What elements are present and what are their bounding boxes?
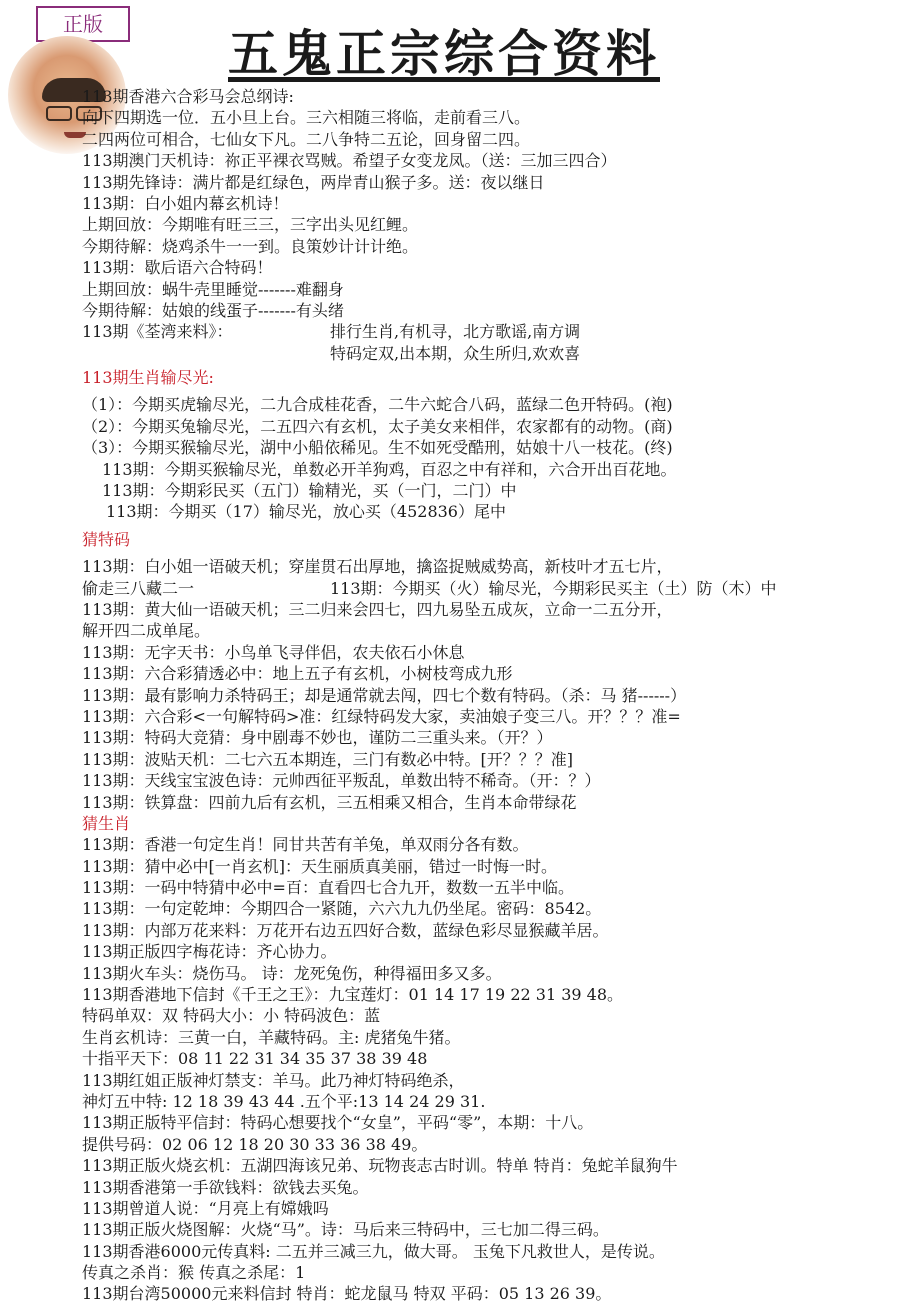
text-line: 113期：一句定乾坤：今期四合一紧随，六六九九仍坐尾。密码：8542。 bbox=[82, 899, 602, 919]
text-line: 113期：一码中特猜中必中=百：直看四七合九开，数数一五半中临。 bbox=[82, 878, 574, 898]
section-heading-guess-tema: 猜特码 bbox=[82, 529, 131, 549]
text-line: 113期：香港一句定生肖！同甘共苦有羊兔，单双雨分各有数。 bbox=[82, 835, 529, 855]
text-line: 排行生肖,有机寻，北方歌谣,南方调 bbox=[330, 322, 581, 342]
text-line: 113期先锋诗：满片都是红绿色，两岸青山猴子多。送：夜以继日 bbox=[82, 172, 545, 192]
text-line: 113期：最有影响力杀特码王；却是通常就去闯，四七个数有特码。（杀：马 猪------） bbox=[82, 685, 687, 705]
text-line: 113期红姐正版神灯禁支：羊马。此乃神灯特码绝杀， bbox=[82, 1070, 465, 1090]
text-line: 113期曾道人说：“月亮上有嫦娥吗 bbox=[82, 1198, 329, 1218]
liuwan-label: 113期《荃湾来料》： bbox=[82, 322, 233, 342]
text-line: 113期：天线宝宝波色诗：元帅西征平叛乱，单数出特不稀奇。（开：？） bbox=[82, 771, 601, 791]
text-line: （2）：今期买兔输尽光，二五四六有玄机，太子美女来相伴，农家都有的动物。(商) bbox=[82, 416, 673, 436]
text-line: 113期正版四字梅花诗：齐心协力。 bbox=[82, 942, 337, 962]
text-line: 113期：歇后语六合特码！ bbox=[82, 258, 273, 278]
text-line: 113期：内部万花来料：万花开右边五四好合数，蓝绿色彩尽显猴藏羊居。 bbox=[82, 920, 609, 940]
split-line bbox=[82, 578, 897, 599]
text-line: 113期香港第一手欲钱料：欲钱去买兔。 bbox=[82, 1177, 369, 1197]
text-line: 十指平天下：08 11 22 31 34 35 37 38 39 48 bbox=[82, 1049, 428, 1069]
text-line: 传真之杀肖：猴 传真之杀尾：1 bbox=[82, 1263, 306, 1283]
text-line: 113期：今期买（火）输尽光，今期彩民买主（土）防（木）中 bbox=[330, 578, 777, 598]
text-line: 113期香港地下信封《千王之王》：九宝莲灯：01 14 17 19 22 31 39 48。 bbox=[82, 985, 624, 1005]
page-title: 五鬼正宗综合资料 bbox=[228, 24, 660, 83]
text-line: 113期正版火烧图解：火烧“马”。诗：马后来三特码中，三七加二得三码。 bbox=[82, 1220, 609, 1240]
section-heading-shengxiao-lose: 113期生肖输尽光: bbox=[82, 368, 214, 388]
text-line: （1）：今期买虎输尽光，二九合成桂花香，二牛六蛇合八码，蓝绿二色开特码。(袍) bbox=[82, 395, 673, 415]
text-line: 提供号码：02 06 12 18 20 30 33 36 38 49。 bbox=[82, 1134, 428, 1154]
section-heading-guess-shengxiao: 猜生肖 bbox=[82, 813, 131, 833]
text-line: 今期待解：烧鸡杀牛一一到。良策妙计计计绝。 bbox=[82, 236, 419, 256]
text-line: 二四两位可相合，七仙女下凡。二八争特二五论，回身留二四。 bbox=[82, 129, 531, 149]
text-line: 113期正版火烧玄机：五湖四海该兄弟、玩物丧志古时训。特单 特肖：兔蛇羊鼠狗牛 bbox=[82, 1156, 678, 1176]
text-line: 特码单双：双 特码大小：小 特码波色：蓝 bbox=[82, 1006, 381, 1026]
text-line: 特码定双,出本期，众生所归,欢欢喜 bbox=[330, 343, 581, 363]
text-line: 113期：六合彩猜透必中：地上五子有玄机，小树枝弯成九形 bbox=[82, 664, 513, 684]
text-line: 上期回放：今期唯有旺三三，三字出头见红鲤。 bbox=[82, 215, 419, 235]
text-line: 解开四二成单尾。 bbox=[82, 621, 211, 641]
text-line: 113期：黄大仙一语破天机；三二归来会四七，四九易坠五成灰，立命一二五分开， bbox=[82, 599, 673, 619]
text-line: 113期：波贴天机：二七六五本期连，三门有数必中特。[开？？？准] bbox=[82, 749, 574, 769]
text-line: 生肖玄机诗：三黄一白，羊藏特码。主: 虎猪兔牛猪。 bbox=[82, 1027, 461, 1047]
text-line: 113期：今期买（17）输尽光，放心买（452836）尾中 bbox=[106, 502, 506, 522]
text-line: 113期：无字天书：小鸟单飞寻伴侣，农夫依石小休息 bbox=[82, 642, 465, 662]
text-line: 113期澳门天机诗：祢正平裸衣骂贼。希望子女变龙凤。（送：三加三四合） bbox=[82, 151, 617, 171]
text-line: 113期正版特平信封：特码心想要找个“女皇”，平码“零”，本期：十八。 bbox=[82, 1113, 594, 1133]
zhengban-stamp: 正版 bbox=[36, 6, 130, 42]
liuwan-poem bbox=[330, 321, 580, 364]
text-line: 113期：白小姐一语破天机；穿崖贯石出厚地，擒盗捉贼威势高，新枝叶才五七片， bbox=[82, 557, 673, 577]
text-line: 113期：今期彩民买（五门）输精光，买（一门，二门）中 bbox=[102, 481, 517, 501]
text-line: 上期回放：蜗牛壳里睡觉-------难翻身 bbox=[82, 279, 344, 299]
text-line: （3）：今期买猴输尽光，湖中小船依稀见。生不如死受酷刑，姑娘十八一枝花。(终) bbox=[82, 438, 673, 458]
text-line: 113期：铁算盘：四前九后有玄机，三五相乘又相合，生肖本命带绿花 bbox=[82, 792, 577, 812]
section-intro bbox=[82, 86, 897, 364]
text-line: 113期火车头：烧伤马。 诗：龙死兔伤，种得福田多又多。 bbox=[82, 963, 502, 983]
document-body bbox=[82, 86, 897, 1305]
text-line: 113期：猜中必中[一肖玄机]：天生丽质真美丽，错过一时悔一时。 bbox=[82, 856, 558, 876]
liuwan-block bbox=[82, 321, 897, 364]
text-line: 113期香港六合彩马会总纲诗: bbox=[82, 87, 294, 106]
text-line: 113期香港6000元传真料: 二五并三减三九，做大哥。 玉兔下凡救世人，是传说。 bbox=[82, 1241, 665, 1261]
text-line: 向下四期选一位．五小旦上台。三六相随三将临，走前看三八。 bbox=[82, 108, 531, 128]
text-line: 今期待解：姑娘的线蛋子-------有头绪 bbox=[82, 300, 344, 320]
text-line: 113期：特码大竞猜：身中剧毒不妙也，谨防二三重头来。（开？） bbox=[82, 728, 553, 748]
text-line: 113期：白小姐内幕玄机诗！ bbox=[82, 193, 289, 213]
text-line: 113期台湾50000元来料信封 特肖：蛇龙鼠马 特双 平码：05 13 26 39。 bbox=[82, 1284, 612, 1304]
text-line: 神灯五中特: 12 18 39 43 44 .五个平:13 14 24 29 31. bbox=[82, 1091, 486, 1111]
text-line: 偷走三八藏二一 bbox=[82, 578, 195, 598]
text-line: 113期：今期买猴输尽光，单数必开羊狗鸡，百忍之中有祥和，六合开出百花地。 bbox=[102, 459, 677, 479]
text-line: 113期：六合彩<一句解特码>准：红绿特码发大家，卖油娘子变三八。开？？？准= bbox=[82, 706, 681, 726]
